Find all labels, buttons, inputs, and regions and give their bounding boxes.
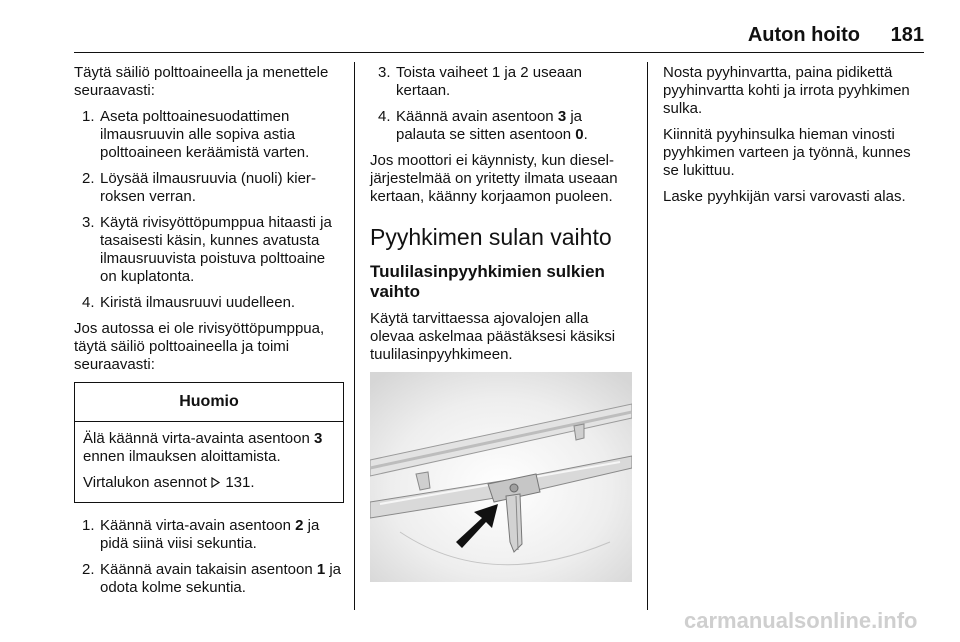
wiper-illustration — [370, 372, 632, 582]
page-reference[interactable]: 131. — [225, 474, 255, 491]
step-item: 1. Käännä virta-avain asentoon 2 ja pidä siinä viisi sekuntia. — [82, 517, 320, 552]
page-reference-icon[interactable] — [211, 474, 221, 491]
page-number: 181 — [890, 24, 924, 46]
column-2 — [370, 64, 632, 372]
watermark: carmanualsonline.info — [684, 608, 918, 633]
no-pump-paragraph: Jos autossa ei ole rivisyöttöpumppua, täytä säiliö polttoaineella ja toimi seuraavasti: — [74, 320, 325, 373]
step-item: 4. Kiristä ilmausruuvi uudelleen. — [82, 294, 296, 311]
page-header — [0, 0, 960, 56]
access-paragraph: Käytä tarvittaessa ajovalojen alla olevaa askelmaa päästäksesi käsiksi tuulilasinpyyhkimeen. — [370, 310, 616, 363]
column-divider-2 — [647, 62, 648, 610]
section-title: Auton hoito — [747, 24, 860, 46]
column-1 — [74, 64, 344, 605]
column-divider-1 — [354, 62, 355, 610]
key-steps — [74, 517, 344, 597]
note-line: Virtalukon asennot 131. — [83, 474, 255, 491]
step-item: 2. Löysää ilmausruuvia (nuoli) kierroksen verran. — [82, 170, 316, 205]
note-box — [74, 382, 344, 503]
header-rule — [74, 52, 924, 53]
step-item: 3. Käytä rivisyöttöpumppua hitaasti ja tasaisesti käsin, kunnes avatusta ilmausruuvista poistuva polttoaine on kuplatonta. — [82, 214, 332, 285]
note-title: Huomio — [75, 383, 343, 422]
subsection-heading: Tuulilasinpyyhkimien sulkien vaihto — [370, 262, 605, 301]
intro-paragraph: Täytä säiliö polttoaineella ja menettele seuraavasti: — [74, 64, 329, 99]
remove-blade-paragraph: Nosta pyyhinvartta, paina pidikettä pyyhinvartta kohti ja irrota pyyhkimen sulka. — [663, 64, 910, 117]
section-heading: Pyyhkimen sulan vaihto — [370, 224, 612, 250]
no-start-paragraph: Jos moottori ei käynnisty, kun dieseljärjestelmää on yritetty ilmata useaan kertaan, käänny korjaamon puoleen. — [370, 152, 618, 205]
key-steps-continued — [370, 64, 632, 144]
step-item: 1. Aseta polttoainesuodattimen ilmausruuvin alle sopiva astia polttoaineen keräämistä varten. — [82, 108, 310, 161]
note-body — [75, 422, 343, 502]
note-line: Älä käännä virta-avainta asentoon 3 ennen ilmauksen aloittamista. — [83, 430, 323, 465]
wiper-arm-image — [370, 372, 632, 582]
column-3 — [663, 64, 925, 214]
step-item: 4. Käännä avain asentoon 3 ja palauta se sitten asentoon 0. — [378, 108, 588, 143]
step-item: 3. Toista vaiheet 1 ja 2 useaan kertaan. — [378, 64, 582, 99]
attach-blade-paragraph: Kiinnitä pyyhinsulka hieman vinosti pyyhkimen varteen ja työnnä, kunnes se lukittuu. — [663, 126, 911, 179]
bleeding-steps — [74, 108, 344, 312]
lower-arm-paragraph: Laske pyyhkijän varsi varovasti alas. — [663, 188, 906, 205]
step-item: 2. Käännä avain takaisin asentoon 1 ja odota kolme sekuntia. — [82, 561, 342, 596]
